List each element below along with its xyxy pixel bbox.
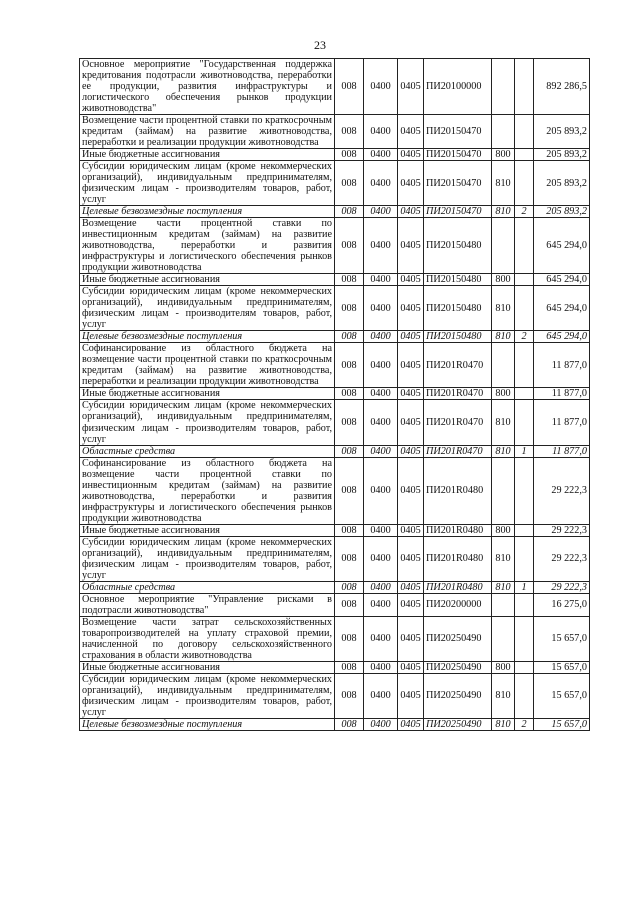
row-expense-type: 800 <box>492 524 515 536</box>
row-amount: 205 893,2 <box>534 161 590 206</box>
row-funding-source <box>515 616 534 661</box>
table-row <box>80 661 590 673</box>
row-target-article: ПИ201R0470 <box>424 400 492 445</box>
row-section-code: 0400 <box>364 661 398 673</box>
table-row <box>80 206 590 218</box>
row-expense-type: 810 <box>492 206 515 218</box>
row-funding-source <box>515 149 534 161</box>
row-section-code: 0400 <box>364 445 398 457</box>
row-funding-source <box>515 59 534 115</box>
row-subsection-code: 0405 <box>398 673 424 718</box>
row-amount: 205 893,2 <box>534 115 590 149</box>
row-section-code: 0400 <box>364 388 398 400</box>
row-subsection-code: 0405 <box>398 457 424 524</box>
row-target-article: ПИ20150480 <box>424 286 492 331</box>
row-name: Субсидии юридическим лицам (кроме некоммерческих организаций), индивидуальным предпринимателям, физическим лицам - производителям товаров, работ, услуг <box>80 400 335 445</box>
row-subsection-code: 0405 <box>398 286 424 331</box>
row-subsection-code: 0405 <box>398 274 424 286</box>
row-section-code: 0400 <box>364 59 398 115</box>
row-amount: 205 893,2 <box>534 149 590 161</box>
table-row <box>80 161 590 206</box>
table-row <box>80 616 590 661</box>
row-expense-type: 810 <box>492 445 515 457</box>
row-name: Возмещение части процентной ставки по краткосрочным кредитам (займам) на развитие животноводства, переработки и реализации продукции животноводства <box>80 115 335 149</box>
row-amount: 11 877,0 <box>534 343 590 388</box>
row-subsection-code: 0405 <box>398 593 424 616</box>
row-name: Целевые безвозмездные поступления <box>80 718 335 730</box>
row-funding-source: 2 <box>515 206 534 218</box>
row-funding-source: 1 <box>515 445 534 457</box>
row-section-code: 0400 <box>364 149 398 161</box>
row-amount: 11 877,0 <box>534 445 590 457</box>
row-subsection-code: 0405 <box>398 581 424 593</box>
row-grbs-code: 008 <box>335 593 364 616</box>
row-target-article: ПИ20150480 <box>424 331 492 343</box>
row-expense-type: 810 <box>492 673 515 718</box>
row-target-article: ПИ201R0480 <box>424 536 492 581</box>
row-funding-source <box>515 400 534 445</box>
row-funding-source <box>515 661 534 673</box>
row-subsection-code: 0405 <box>398 445 424 457</box>
row-section-code: 0400 <box>364 400 398 445</box>
row-subsection-code: 0405 <box>398 524 424 536</box>
table-row <box>80 524 590 536</box>
row-name: Субсидии юридическим лицам (кроме некоммерческих организаций), индивидуальным предпринимателям, физическим лицам - производителям товаров, работ, услуг <box>80 673 335 718</box>
row-target-article: ПИ20100000 <box>424 59 492 115</box>
row-name: Софинансирование из областного бюджета на возмещение части процентной ставки по инвестиционным кредитам (займам) на развитие животноводства, переработки и развития инфраструктуры и логистического обеспечения рынков продукции животноводства <box>80 457 335 524</box>
row-subsection-code: 0405 <box>398 59 424 115</box>
table-row <box>80 400 590 445</box>
row-expense-type: 800 <box>492 388 515 400</box>
row-name: Областные средства <box>80 581 335 593</box>
row-expense-type <box>492 115 515 149</box>
row-subsection-code: 0405 <box>398 149 424 161</box>
row-name: Основное мероприятие "Государственная поддержка кредитования подотрасли животноводства, переработки ее продукции, развития инфраструктуры и логистического обеспечения рынков продукции животноводства" <box>80 59 335 115</box>
row-expense-type: 810 <box>492 718 515 730</box>
row-section-code: 0400 <box>364 161 398 206</box>
table-row <box>80 115 590 149</box>
row-subsection-code: 0405 <box>398 206 424 218</box>
row-amount: 645 294,0 <box>534 286 590 331</box>
row-funding-source <box>515 536 534 581</box>
table-row <box>80 218 590 274</box>
row-expense-type <box>492 616 515 661</box>
row-expense-type: 800 <box>492 274 515 286</box>
table-row <box>80 388 590 400</box>
table-row <box>80 59 590 115</box>
row-funding-source: 2 <box>515 718 534 730</box>
row-funding-source <box>515 388 534 400</box>
row-name: Иные бюджетные ассигнования <box>80 274 335 286</box>
row-section-code: 0400 <box>364 718 398 730</box>
row-grbs-code: 008 <box>335 331 364 343</box>
row-funding-source <box>515 286 534 331</box>
table-row <box>80 536 590 581</box>
row-name: Субсидии юридическим лицам (кроме некоммерческих организаций), индивидуальным предпринимателям, физическим лицам - производителям товаров, работ, услуг <box>80 536 335 581</box>
row-grbs-code: 008 <box>335 457 364 524</box>
row-section-code: 0400 <box>364 536 398 581</box>
row-grbs-code: 008 <box>335 661 364 673</box>
row-amount: 11 877,0 <box>534 388 590 400</box>
row-amount: 16 275,0 <box>534 593 590 616</box>
row-funding-source <box>515 218 534 274</box>
row-amount: 645 294,0 <box>534 274 590 286</box>
row-target-article: ПИ201R0480 <box>424 524 492 536</box>
row-grbs-code: 008 <box>335 149 364 161</box>
page-number: 23 <box>314 38 326 52</box>
row-subsection-code: 0405 <box>398 536 424 581</box>
row-name: Иные бюджетные ассигнования <box>80 661 335 673</box>
row-target-article: ПИ20150480 <box>424 218 492 274</box>
row-name: Софинансирование из областного бюджета на возмещение части процентной ставки по краткосрочным кредитам (займам) на развитие животноводства, переработки и реализации продукции животноводства <box>80 343 335 388</box>
row-section-code: 0400 <box>364 331 398 343</box>
row-grbs-code: 008 <box>335 616 364 661</box>
row-target-article: ПИ201R0470 <box>424 343 492 388</box>
row-subsection-code: 0405 <box>398 718 424 730</box>
row-target-article: ПИ201R0470 <box>424 388 492 400</box>
row-expense-type <box>492 343 515 388</box>
table-row <box>80 581 590 593</box>
row-subsection-code: 0405 <box>398 331 424 343</box>
table-row <box>80 274 590 286</box>
table-row <box>80 343 590 388</box>
row-grbs-code: 008 <box>335 59 364 115</box>
row-target-article: ПИ20250490 <box>424 616 492 661</box>
row-subsection-code: 0405 <box>398 616 424 661</box>
table-row <box>80 149 590 161</box>
row-section-code: 0400 <box>364 524 398 536</box>
row-grbs-code: 008 <box>335 718 364 730</box>
row-name: Целевые безвозмездные поступления <box>80 331 335 343</box>
row-expense-type: 810 <box>492 581 515 593</box>
row-target-article: ПИ20150470 <box>424 206 492 218</box>
row-grbs-code: 008 <box>335 161 364 206</box>
row-amount: 645 294,0 <box>534 218 590 274</box>
row-target-article: ПИ201R0480 <box>424 457 492 524</box>
row-target-article: ПИ20250490 <box>424 718 492 730</box>
row-grbs-code: 008 <box>335 115 364 149</box>
row-subsection-code: 0405 <box>398 161 424 206</box>
row-amount: 15 657,0 <box>534 718 590 730</box>
table-row <box>80 445 590 457</box>
row-section-code: 0400 <box>364 218 398 274</box>
row-grbs-code: 008 <box>335 388 364 400</box>
row-name: Иные бюджетные ассигнования <box>80 524 335 536</box>
row-section-code: 0400 <box>364 593 398 616</box>
row-grbs-code: 008 <box>335 286 364 331</box>
row-section-code: 0400 <box>364 115 398 149</box>
row-funding-source <box>515 673 534 718</box>
row-subsection-code: 0405 <box>398 388 424 400</box>
row-grbs-code: 008 <box>335 673 364 718</box>
row-name: Иные бюджетные ассигнования <box>80 149 335 161</box>
row-expense-type: 810 <box>492 331 515 343</box>
row-expense-type: 800 <box>492 661 515 673</box>
row-expense-type: 810 <box>492 536 515 581</box>
row-amount: 15 657,0 <box>534 616 590 661</box>
row-name: Основное мероприятие "Управление рисками в подотрасли животноводства" <box>80 593 335 616</box>
row-section-code: 0400 <box>364 673 398 718</box>
row-name: Областные средства <box>80 445 335 457</box>
row-subsection-code: 0405 <box>398 218 424 274</box>
row-target-article: ПИ20200000 <box>424 593 492 616</box>
row-target-article: ПИ20150470 <box>424 149 492 161</box>
row-amount: 205 893,2 <box>534 206 590 218</box>
row-grbs-code: 008 <box>335 343 364 388</box>
row-section-code: 0400 <box>364 581 398 593</box>
row-expense-type <box>492 593 515 616</box>
table-row <box>80 457 590 524</box>
row-amount: 29 222,3 <box>534 457 590 524</box>
row-grbs-code: 008 <box>335 524 364 536</box>
row-section-code: 0400 <box>364 343 398 388</box>
budget-table <box>79 58 590 731</box>
row-grbs-code: 008 <box>335 536 364 581</box>
row-expense-type <box>492 457 515 524</box>
row-target-article: ПИ20250490 <box>424 661 492 673</box>
row-funding-source <box>515 593 534 616</box>
row-name: Иные бюджетные ассигнования <box>80 388 335 400</box>
row-subsection-code: 0405 <box>398 400 424 445</box>
row-expense-type: 810 <box>492 161 515 206</box>
row-funding-source <box>515 161 534 206</box>
row-grbs-code: 008 <box>335 581 364 593</box>
row-grbs-code: 008 <box>335 274 364 286</box>
row-expense-type: 800 <box>492 149 515 161</box>
row-amount: 892 286,5 <box>534 59 590 115</box>
row-funding-source <box>515 457 534 524</box>
row-expense-type: 810 <box>492 400 515 445</box>
row-amount: 15 657,0 <box>534 673 590 718</box>
table-row <box>80 286 590 331</box>
row-funding-source: 1 <box>515 581 534 593</box>
row-section-code: 0400 <box>364 274 398 286</box>
row-name: Возмещение части затрат сельскохозяйственных товаропроизводителей на уплату страховой премии, начисленной по договору сельскохозяйственного страхования в области животноводства <box>80 616 335 661</box>
row-grbs-code: 008 <box>335 445 364 457</box>
row-funding-source: 2 <box>515 331 534 343</box>
table-row <box>80 593 590 616</box>
row-target-article: ПИ20150470 <box>424 161 492 206</box>
row-subsection-code: 0405 <box>398 115 424 149</box>
row-funding-source <box>515 524 534 536</box>
row-expense-type: 810 <box>492 286 515 331</box>
row-name: Возмещение части процентной ставки по инвестиционным кредитам (займам) на развитие животноводства, переработки и развития инфраструктуры и логистического обеспечения рынков продукции животноводства <box>80 218 335 274</box>
row-amount: 645 294,0 <box>534 331 590 343</box>
row-target-article: ПИ20250490 <box>424 673 492 718</box>
row-expense-type <box>492 59 515 115</box>
row-amount: 29 222,3 <box>534 536 590 581</box>
row-subsection-code: 0405 <box>398 661 424 673</box>
row-funding-source <box>515 343 534 388</box>
row-funding-source <box>515 115 534 149</box>
row-grbs-code: 008 <box>335 218 364 274</box>
row-amount: 11 877,0 <box>534 400 590 445</box>
row-funding-source <box>515 274 534 286</box>
row-section-code: 0400 <box>364 286 398 331</box>
row-grbs-code: 008 <box>335 206 364 218</box>
row-grbs-code: 008 <box>335 400 364 445</box>
table-row <box>80 331 590 343</box>
row-amount: 15 657,0 <box>534 661 590 673</box>
row-section-code: 0400 <box>364 206 398 218</box>
row-expense-type <box>492 218 515 274</box>
row-target-article: ПИ20150480 <box>424 274 492 286</box>
row-amount: 29 222,3 <box>534 524 590 536</box>
row-target-article: ПИ201R0480 <box>424 581 492 593</box>
row-subsection-code: 0405 <box>398 343 424 388</box>
row-section-code: 0400 <box>364 616 398 661</box>
row-target-article: ПИ201R0470 <box>424 445 492 457</box>
row-name: Субсидии юридическим лицам (кроме некоммерческих организаций), индивидуальным предпринимателям, физическим лицам - производителям товаров, работ, услуг <box>80 161 335 206</box>
row-name: Целевые безвозмездные поступления <box>80 206 335 218</box>
row-amount: 29 222,3 <box>534 581 590 593</box>
row-name: Субсидии юридическим лицам (кроме некоммерческих организаций), индивидуальным предпринимателям, физическим лицам - производителям товаров, работ, услуг <box>80 286 335 331</box>
table-row <box>80 673 590 718</box>
row-target-article: ПИ20150470 <box>424 115 492 149</box>
table-row <box>80 718 590 730</box>
row-section-code: 0400 <box>364 457 398 524</box>
